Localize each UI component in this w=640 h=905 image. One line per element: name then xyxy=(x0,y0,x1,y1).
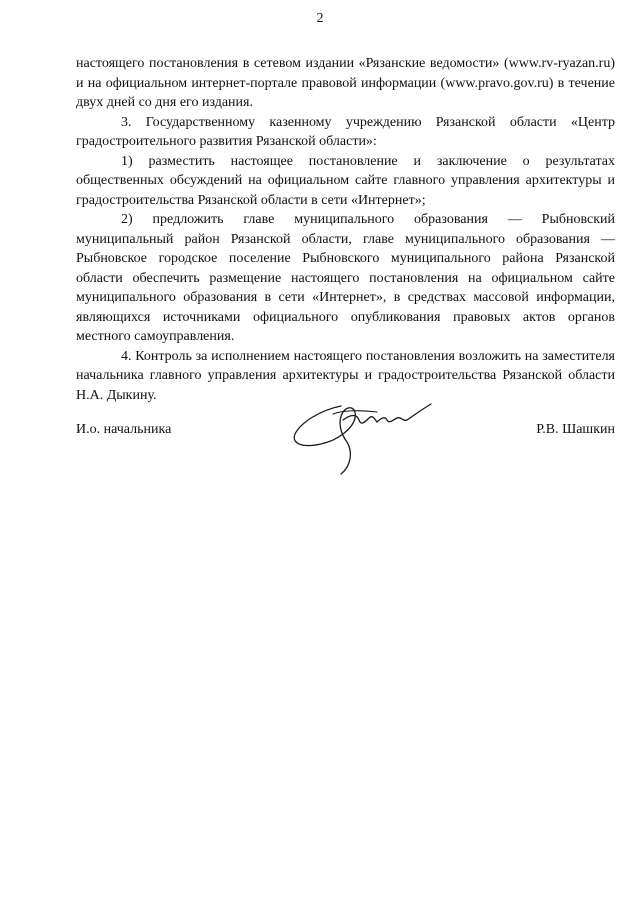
paragraph-publication: настоящего постановления в сетевом издании «Рязанские ведомости» (www.rv-ryazan.ru) и на официальном интернет-портале правовой информации (www.pravo.gov.ru) в течение двух дней со дня его издания. xyxy=(76,56,615,110)
paragraph-subitem-2: 2) предложить главе муниципального образования — Рыбновский муниципальный район Рязанской области, главе муниципального образования — Рыбновское городское поселение Рыбновского муниципального района Рязанской области обеспечить размещение настоящего постановления на официальном сайте муниципального образования в сети «Интернет», в средствах массовой информации, являющихся источниками официального опубликования правовых актов органов местного самоуправления. xyxy=(76,212,615,344)
paragraph-item-4: 4. Контроль за исполнением настоящего постановления возложить на заместителя начальника главного управления архитектуры и градостроительства Рязанской области Н.А. Дыкину. xyxy=(76,348,615,403)
page-number: 2 xyxy=(316,11,324,26)
handwritten-signature xyxy=(281,388,451,478)
document-body xyxy=(76,54,615,405)
signatory-name: Р.В. Шашкин xyxy=(536,422,615,437)
paragraph-subitem-1: 1) разместить настоящее постановление и заключение о результатах общественных обсуждений на официальном сайте главного управления архитектуры и градостроительства Рязанской области в сети «Интернет»; xyxy=(76,153,615,208)
paragraph-item-3: 3. Государственному казенному учреждению Рязанской области «Центр градостроительного развития Рязанской области»: xyxy=(76,114,615,149)
signatory-title: И.о. начальника xyxy=(76,422,172,437)
signature-block xyxy=(76,416,615,496)
